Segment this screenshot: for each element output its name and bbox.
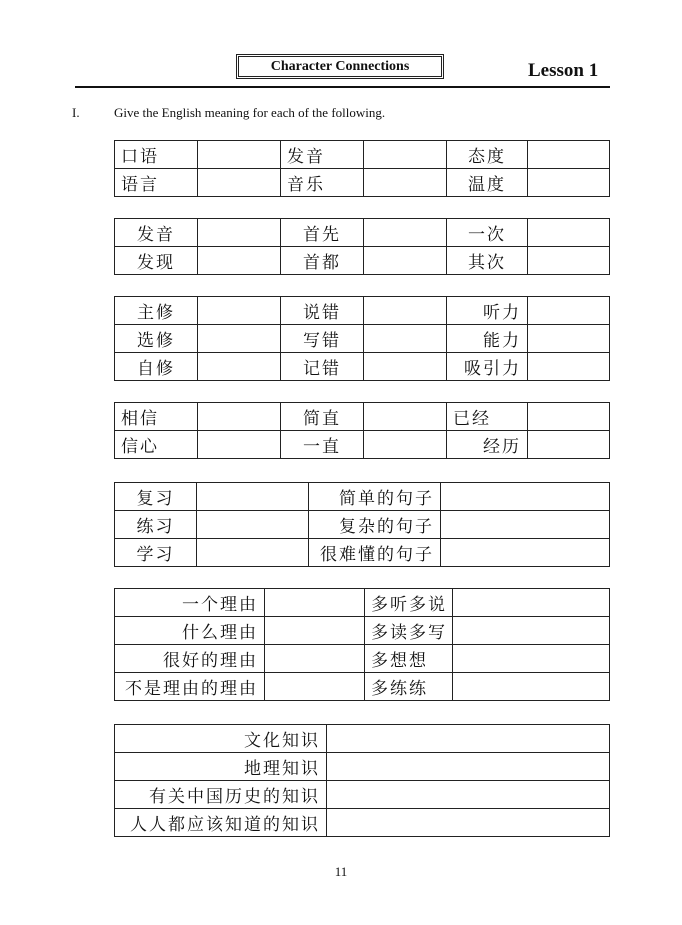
answer-cell[interactable] <box>364 247 447 275</box>
term-cell: 什么理由 <box>115 617 265 645</box>
answer-cell[interactable] <box>364 353 447 381</box>
answer-cell[interactable] <box>197 511 309 539</box>
header-rule <box>75 86 610 88</box>
answer-cell[interactable] <box>364 403 447 431</box>
term-cell: 选修 <box>115 325 198 353</box>
answer-cell[interactable] <box>327 809 610 837</box>
term-cell: 首先 <box>281 219 364 247</box>
term-cell: 音乐 <box>281 169 364 197</box>
answer-cell[interactable] <box>198 169 281 197</box>
answer-cell[interactable] <box>364 169 447 197</box>
vocab-table-7 <box>114 724 610 837</box>
answer-cell[interactable] <box>197 539 309 567</box>
answer-cell[interactable] <box>441 539 610 567</box>
answer-cell[interactable] <box>327 753 610 781</box>
table-row <box>115 141 610 169</box>
answer-cell[interactable] <box>198 219 281 247</box>
term-cell: 多听多说 <box>365 589 453 617</box>
answer-cell[interactable] <box>197 483 309 511</box>
term-cell: 口语 <box>115 141 198 169</box>
table-row <box>115 589 610 617</box>
term-cell: 写错 <box>281 325 364 353</box>
term-cell: 一次 <box>447 219 528 247</box>
vocab-table-4 <box>114 402 610 459</box>
answer-cell[interactable] <box>364 325 447 353</box>
table-row <box>115 753 610 781</box>
section-title-box <box>236 54 444 79</box>
table-row <box>115 539 610 567</box>
term-cell: 复杂的句子 <box>309 511 441 539</box>
term-cell: 首都 <box>281 247 364 275</box>
answer-cell[interactable] <box>528 325 610 353</box>
term-cell: 语言 <box>115 169 198 197</box>
answer-cell[interactable] <box>327 725 610 753</box>
answer-cell[interactable] <box>327 781 610 809</box>
answer-cell[interactable] <box>528 219 610 247</box>
answer-cell[interactable] <box>198 403 281 431</box>
answer-cell[interactable] <box>198 353 281 381</box>
table-row <box>115 403 610 431</box>
term-cell: 简单的句子 <box>309 483 441 511</box>
term-cell: 说错 <box>281 297 364 325</box>
answer-cell[interactable] <box>453 673 610 701</box>
table-row <box>115 297 610 325</box>
table-row <box>115 673 610 701</box>
section-title: Character Connections <box>270 58 410 74</box>
answer-cell[interactable] <box>528 297 610 325</box>
vocab-table-5 <box>114 482 610 567</box>
term-cell: 不是理由的理由 <box>115 673 265 701</box>
term-cell: 很难懂的句子 <box>309 539 441 567</box>
answer-cell[interactable] <box>364 431 447 459</box>
term-cell: 已经 <box>447 403 528 431</box>
lesson-label: Lesson 1 <box>528 60 599 81</box>
answer-cell[interactable] <box>364 219 447 247</box>
vocab-table-2 <box>114 218 610 275</box>
answer-cell[interactable] <box>198 325 281 353</box>
answer-cell[interactable] <box>528 169 610 197</box>
answer-cell[interactable] <box>441 483 610 511</box>
term-cell: 温度 <box>447 169 528 197</box>
term-cell: 自修 <box>115 353 198 381</box>
term-cell: 学习 <box>115 539 197 567</box>
term-cell: 听力 <box>447 297 528 325</box>
term-cell: 复习 <box>115 483 197 511</box>
term-cell: 多想想 <box>365 645 453 673</box>
table-row <box>115 645 610 673</box>
vocab-table-6 <box>114 588 610 701</box>
table-row <box>115 781 610 809</box>
answer-cell[interactable] <box>453 645 610 673</box>
term-cell: 多练练 <box>365 673 453 701</box>
term-cell: 发现 <box>115 247 198 275</box>
term-cell: 发音 <box>115 219 198 247</box>
instruction-number: I. <box>72 105 80 120</box>
term-cell: 多读多写 <box>365 617 453 645</box>
term-cell: 文化知识 <box>115 725 327 753</box>
term-cell: 发音 <box>281 141 364 169</box>
answer-cell[interactable] <box>198 247 281 275</box>
table-row <box>115 353 610 381</box>
table-row <box>115 219 610 247</box>
term-cell: 主修 <box>115 297 198 325</box>
answer-cell[interactable] <box>528 247 610 275</box>
answer-cell[interactable] <box>453 589 610 617</box>
term-cell: 地理知识 <box>115 753 327 781</box>
page-number: 11 <box>334 864 348 879</box>
term-cell: 信心 <box>115 431 198 459</box>
answer-cell[interactable] <box>364 297 447 325</box>
term-cell: 简直 <box>281 403 364 431</box>
answer-cell[interactable] <box>528 353 610 381</box>
answer-cell[interactable] <box>528 431 610 459</box>
answer-cell[interactable] <box>441 511 610 539</box>
answer-cell[interactable] <box>364 141 447 169</box>
answer-cell[interactable] <box>528 141 610 169</box>
table-row <box>115 169 610 197</box>
term-cell: 其次 <box>447 247 528 275</box>
table-row <box>115 809 610 837</box>
answer-cell[interactable] <box>198 141 281 169</box>
answer-cell[interactable] <box>265 645 365 673</box>
answer-cell[interactable] <box>265 617 365 645</box>
term-cell: 经历 <box>447 431 528 459</box>
term-cell: 能力 <box>447 325 528 353</box>
answer-cell[interactable] <box>198 431 281 459</box>
vocab-table-1 <box>114 140 610 197</box>
table-row <box>115 725 610 753</box>
table-row <box>115 483 610 511</box>
term-cell: 一个理由 <box>115 589 265 617</box>
answer-cell[interactable] <box>265 673 365 701</box>
term-cell: 很好的理由 <box>115 645 265 673</box>
table-row <box>115 247 610 275</box>
table-row <box>115 617 610 645</box>
term-cell: 有关中国历史的知识 <box>115 781 327 809</box>
term-cell: 练习 <box>115 511 197 539</box>
term-cell: 人人都应该知道的知识 <box>115 809 327 837</box>
table-row <box>115 431 610 459</box>
term-cell: 记错 <box>281 353 364 381</box>
term-cell: 吸引力 <box>447 353 528 381</box>
answer-cell[interactable] <box>528 403 610 431</box>
term-cell: 相信 <box>115 403 198 431</box>
table-row <box>115 511 610 539</box>
answer-cell[interactable] <box>453 617 610 645</box>
vocab-table-3 <box>114 296 610 381</box>
term-cell: 态度 <box>447 141 528 169</box>
answer-cell[interactable] <box>198 297 281 325</box>
term-cell: 一直 <box>281 431 364 459</box>
instruction-text: Give the English meaning for each of the following. <box>114 105 386 120</box>
table-row <box>115 325 610 353</box>
answer-cell[interactable] <box>265 589 365 617</box>
